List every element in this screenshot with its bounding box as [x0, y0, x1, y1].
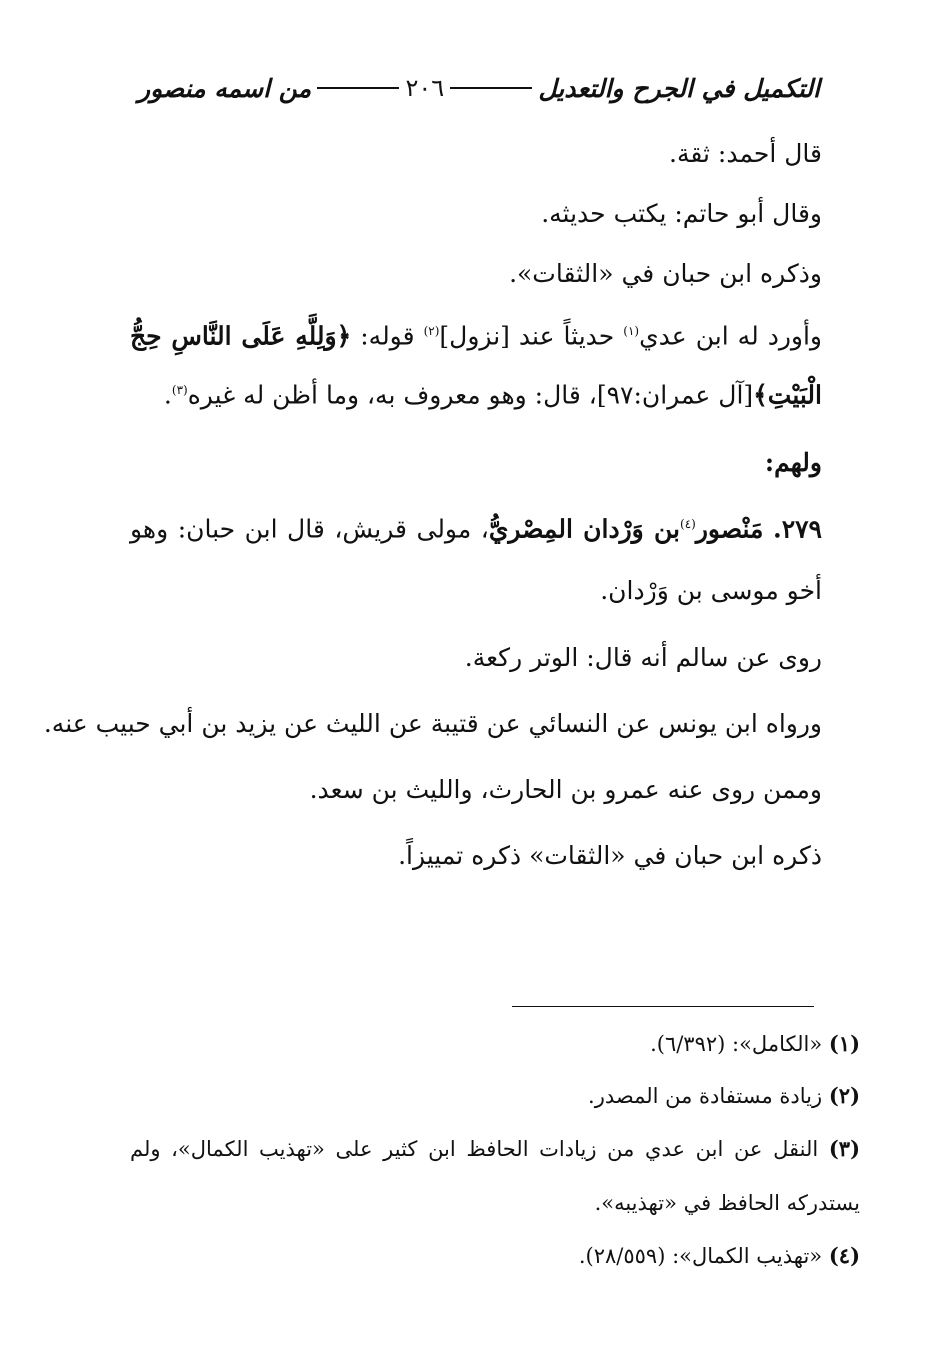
paragraph: وقال أبو حاتم: يكتب حديثه. — [541, 199, 822, 228]
section-heading: ولهم: — [764, 447, 822, 477]
paragraph: روى عن سالم أنه قال: الوتر ركعة. — [464, 642, 822, 672]
entry-name: مَنْصور — [695, 513, 764, 543]
footnote: (١) «الكامل»: (٦/٣٩٢). — [650, 1031, 860, 1056]
entry-text: ، مولى قريش، قال ابن حبان: وهو أخو موسى بن وَرْدان. — [130, 513, 822, 605]
page-number: ٢٠٦ — [405, 74, 445, 102]
quran-verse: ﴿وَلِلَّهِ عَلَى النَّاسِ حِجُّ الْبَيْتِ﴾ — [130, 321, 822, 410]
footnote-ref: (١) — [623, 324, 640, 338]
chapter-title: من اسمه منصور — [138, 73, 312, 103]
footnote-ref: (٤) — [680, 516, 696, 531]
paragraph: ذكره ابن حبان في «الثقات» ذكره تمييزاً. — [398, 840, 822, 870]
main-text — [43, 124, 822, 886]
running-header — [138, 68, 820, 108]
book-title: التكميل في الجرح والتعديل — [538, 73, 820, 103]
footnotes — [130, 1018, 860, 1282]
paragraph: ورواه ابن يونس عن النسائي عن قتيبة عن الليث عن يزيد بن أبي حبيب عنه. — [43, 708, 822, 738]
entry-name-rest: بن وَرْدان المِصْريُّ — [488, 513, 681, 543]
entry-number: ٢٧٩. — [772, 513, 822, 543]
paragraph: وممن روى عنه عمرو بن الحارث، والليث بن سعد. — [309, 774, 822, 804]
header-rule — [450, 87, 532, 89]
footnote-ref: (٢) — [423, 324, 440, 338]
header-rule — [317, 87, 399, 89]
footnote: (٢) زيادة مستفادة من المصدر. — [588, 1083, 860, 1108]
footnote-ref: (٣) — [171, 383, 188, 398]
paragraph: قال أحمد: ثقة. — [669, 139, 822, 168]
footnote: (٤) «تهذيب الكمال»: (٢٨/٥٥٩). — [578, 1243, 860, 1268]
footnote-separator — [512, 1006, 814, 1007]
footnote: (٣) النقل عن ابن عدي من زيادات الحافظ ابن كثير على «تهذيب الكمال»، ولم يستدركه الحافظ في «تهذيبه». — [130, 1136, 860, 1215]
paragraph: وذكره ابن حبان في «الثقات». — [509, 259, 822, 288]
paragraph-ibn-adi: وأورد له ابن عدي$^{(١)}$ حديثاً عند [نزول]$^{(٢)}$ قوله: ﴿وَلِلَّهِ عَلَى النَّاسِ حِجُّ الْبَيْتِ﴾[آل عمران:٩٧]، قال: وهو معروف به، وما أظن له غيره$^{(٣)}$. — [130, 321, 822, 410]
biography-entry — [130, 493, 822, 622]
